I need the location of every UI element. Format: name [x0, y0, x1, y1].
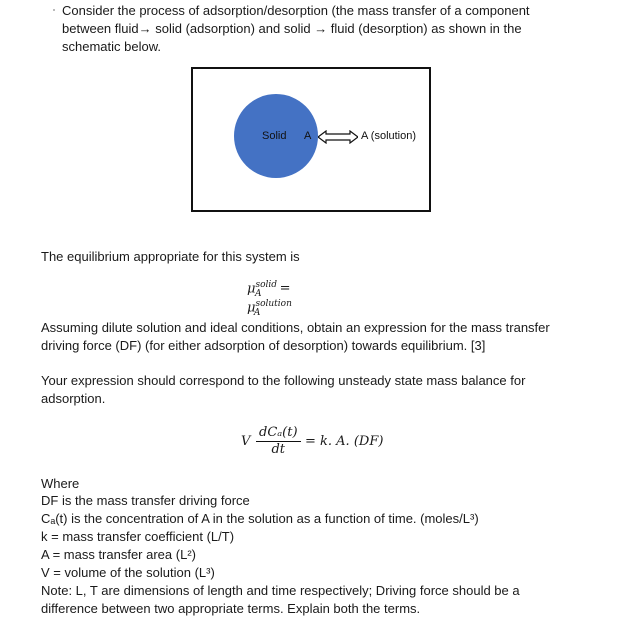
solid-label: Solid [262, 130, 287, 142]
intro-line-2: between fluid→ solid (adsorption) and solid → fluid (desorption) as shown in the [62, 21, 522, 36]
note-line-1: Note: L, T are dimensions of length and time respectively; Driving force should be a [41, 583, 520, 598]
mu-rhs: μ [247, 300, 256, 316]
intro-line-3: schematic below. [62, 39, 161, 54]
mu-lhs: μ [247, 281, 256, 297]
bullet-dot [53, 9, 55, 11]
volume-symbol: V [241, 434, 251, 449]
balance-line-2: adsorption. [41, 391, 106, 406]
lhs-sub: A [255, 288, 262, 299]
rhs-sup: solution [255, 298, 292, 309]
equilibrium-intro: The equilibrium appropriate for this system is [41, 249, 300, 264]
solution-label: A (solution) [361, 130, 417, 142]
question-line-1: Assuming dilute solution and ideal conditions, obtain an expression for the mass transfer [41, 320, 550, 335]
balance-rhs: = k. A. (DF) [305, 434, 384, 449]
def-ca: Cₐ(t) is the concentration of A in the solution as a function of time. (moles/L³) [41, 511, 479, 526]
lhs-sup: solid [255, 280, 278, 290]
rhs-sub: A [253, 307, 261, 318]
where-label: Where [41, 476, 80, 491]
balance-line-1: Your expression should correspond to the following unsteady state mass balance for [41, 373, 526, 388]
equals-sign: = [279, 281, 291, 297]
double-arrow-icon [318, 130, 358, 144]
derivative-fraction [256, 425, 301, 458]
def-k: k = mass transfer coefficient (L/T) [41, 529, 235, 544]
fraction-denominator: dt [271, 442, 286, 457]
equilibrium-equation [247, 280, 312, 318]
def-df: DF is the mass transfer driving force [41, 493, 250, 508]
note-line-2: difference between two appropriate terms. Explain both the terms. [41, 601, 421, 616]
fraction-numerator: dCₐ(t) [256, 425, 301, 442]
intro-line-1: Consider the process of adsorption/desorption (the mass transfer of a component [62, 3, 530, 18]
question-line-2: driving force (DF) (for either adsorption of desorption) towards equilibrium. [3] [41, 338, 486, 353]
adsorbed-a-label: A [304, 130, 312, 142]
def-v: V = volume of the solution (L³) [41, 565, 215, 580]
def-a: A = mass transfer area (L²) [41, 547, 196, 562]
